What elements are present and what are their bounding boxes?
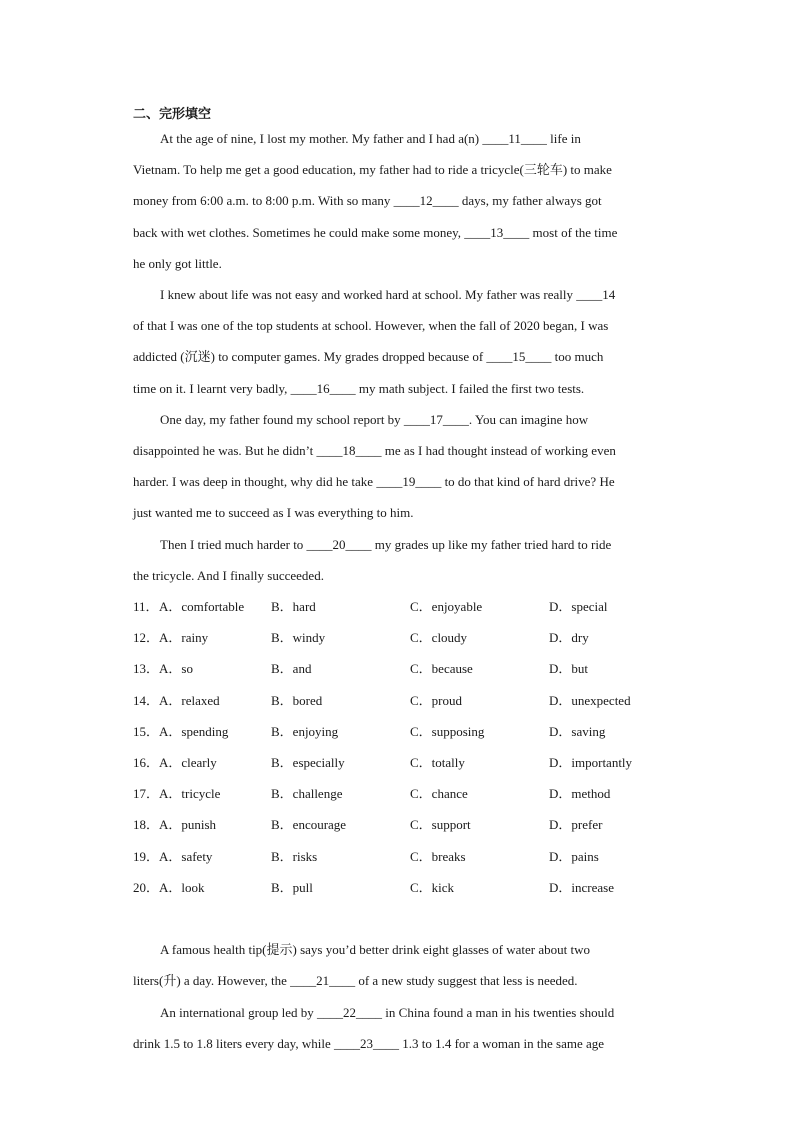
- option-d[interactable]: D．importantly: [549, 755, 633, 770]
- question-number: 11．: [133, 599, 159, 614]
- question-number: 17．: [133, 786, 160, 801]
- option-d[interactable]: D．increase: [549, 880, 614, 895]
- option-d[interactable]: D．saving: [549, 724, 606, 739]
- passage-line: back with wet clothes. Sometimes he could make some money, ____13____ most of the time: [133, 225, 618, 240]
- option-d[interactable]: D．but: [549, 661, 589, 676]
- passage-line: just wanted me to succeed as I was everything to him.: [133, 505, 414, 520]
- option-c[interactable]: C．chance: [410, 786, 468, 801]
- option-b[interactable]: B．pull: [271, 880, 313, 895]
- passage-line: harder. I was deep in thought, why did he take ____19____ to do that kind of hard drive? He: [133, 474, 615, 489]
- option-d[interactable]: D．special: [549, 599, 608, 614]
- option-c[interactable]: C．kick: [410, 880, 455, 895]
- option-c[interactable]: C．breaks: [410, 849, 466, 864]
- question-number: 19．: [133, 849, 160, 864]
- option-d[interactable]: D．dry: [549, 630, 589, 645]
- option-b[interactable]: B．especially: [271, 755, 345, 770]
- option-c[interactable]: C．support: [410, 817, 471, 832]
- passage-line: An international group led by ____22____ in China found a man in his twenties should: [160, 1005, 615, 1020]
- passage-line: I knew about life was not easy and worked hard at school. My father was really ____14: [160, 287, 616, 302]
- passage-line: addicted (沉迷) to computer games. My grades dropped because of ____15____ too much: [133, 349, 604, 364]
- option-a[interactable]: A．clearly: [159, 755, 217, 770]
- option-b[interactable]: B．windy: [271, 630, 326, 645]
- option-a[interactable]: A．comfortable: [159, 599, 245, 614]
- section-title: 二、完形填空: [133, 107, 212, 122]
- option-d[interactable]: D．prefer: [549, 817, 603, 832]
- passage-line: A famous health tip(提示) says you’d better drink eight glasses of water about two: [160, 942, 590, 957]
- passage-line: One day, my father found my school report by ____17____. You can imagine how: [160, 412, 589, 427]
- question-row: [133, 630, 673, 646]
- question-row: [133, 786, 673, 802]
- passage-line: At the age of nine, I lost my mother. My father and I had a(n) ____11____ life in: [160, 131, 581, 146]
- question-row: [133, 849, 673, 865]
- passage-line: he only got little.: [133, 256, 222, 271]
- passage-line: of that I was one of the top students at school. However, when the fall of 2020 began, I was: [133, 318, 609, 333]
- option-a[interactable]: A．so: [159, 661, 193, 676]
- option-a[interactable]: A．spending: [159, 724, 229, 739]
- question-number: 12．: [133, 630, 160, 645]
- question-row: [133, 817, 673, 833]
- option-b[interactable]: B．challenge: [271, 786, 343, 801]
- question-row: [133, 661, 673, 677]
- passage-line: disappointed he was. But he didn’t ____18____ me as I had thought instead of working even: [133, 443, 616, 458]
- option-c[interactable]: C．cloudy: [410, 630, 468, 645]
- option-d[interactable]: D．unexpected: [549, 693, 631, 708]
- question-row: [133, 693, 673, 709]
- question-number: 20．: [133, 880, 160, 895]
- passage-line: liters(升) a day. However, the ____21____ of a new study suggest that less is needed.: [133, 973, 578, 988]
- question-row: [133, 880, 673, 896]
- passage-line: Then I tried much harder to ____20____ my grades up like my father tried hard to ride: [160, 537, 612, 552]
- option-a[interactable]: A．rainy: [159, 630, 209, 645]
- option-a[interactable]: A．safety: [159, 849, 213, 864]
- passage-line: Vietnam. To help me get a good education, my father had to ride a tricycle(三轮车) to make: [133, 162, 612, 177]
- option-a[interactable]: A．relaxed: [159, 693, 220, 708]
- option-b[interactable]: B．enjoying: [271, 724, 339, 739]
- question-number: 13．: [133, 661, 160, 676]
- option-b[interactable]: B．encourage: [271, 817, 347, 832]
- question-row: [133, 599, 673, 615]
- question-number: 16．: [133, 755, 160, 770]
- option-d[interactable]: D．pains: [549, 849, 599, 864]
- option-a[interactable]: A．look: [159, 880, 205, 895]
- question-row: [133, 724, 673, 740]
- question-number: 15．: [133, 724, 160, 739]
- option-a[interactable]: A．punish: [159, 817, 217, 832]
- option-b[interactable]: B．and: [271, 661, 312, 676]
- option-b[interactable]: B．bored: [271, 693, 323, 708]
- option-c[interactable]: C．enjoyable: [410, 599, 483, 614]
- option-c[interactable]: C．because: [410, 661, 473, 676]
- option-c[interactable]: C．proud: [410, 693, 463, 708]
- option-b[interactable]: B．risks: [271, 849, 318, 864]
- passage-line: time on it. I learnt very badly, ____16____ my math subject. I failed the first two tests.: [133, 381, 585, 396]
- option-c[interactable]: C．totally: [410, 755, 465, 770]
- option-a[interactable]: A．tricycle: [159, 786, 221, 801]
- passage-line: money from 6:00 a.m. to 8:00 p.m. With so many ____12____ days, my father always got: [133, 193, 602, 208]
- question-number: 18．: [133, 817, 160, 832]
- option-c[interactable]: C．supposing: [410, 724, 485, 739]
- question-number: 14．: [133, 693, 160, 708]
- option-d[interactable]: D．method: [549, 786, 611, 801]
- question-row: [133, 755, 673, 771]
- passage-line: the tricycle. And I finally succeeded.: [133, 568, 324, 583]
- option-b[interactable]: B．hard: [271, 599, 316, 614]
- passage-line: drink 1.5 to 1.8 liters every day, while ____23____ 1.3 to 1.4 for a woman in the same age: [133, 1036, 605, 1051]
